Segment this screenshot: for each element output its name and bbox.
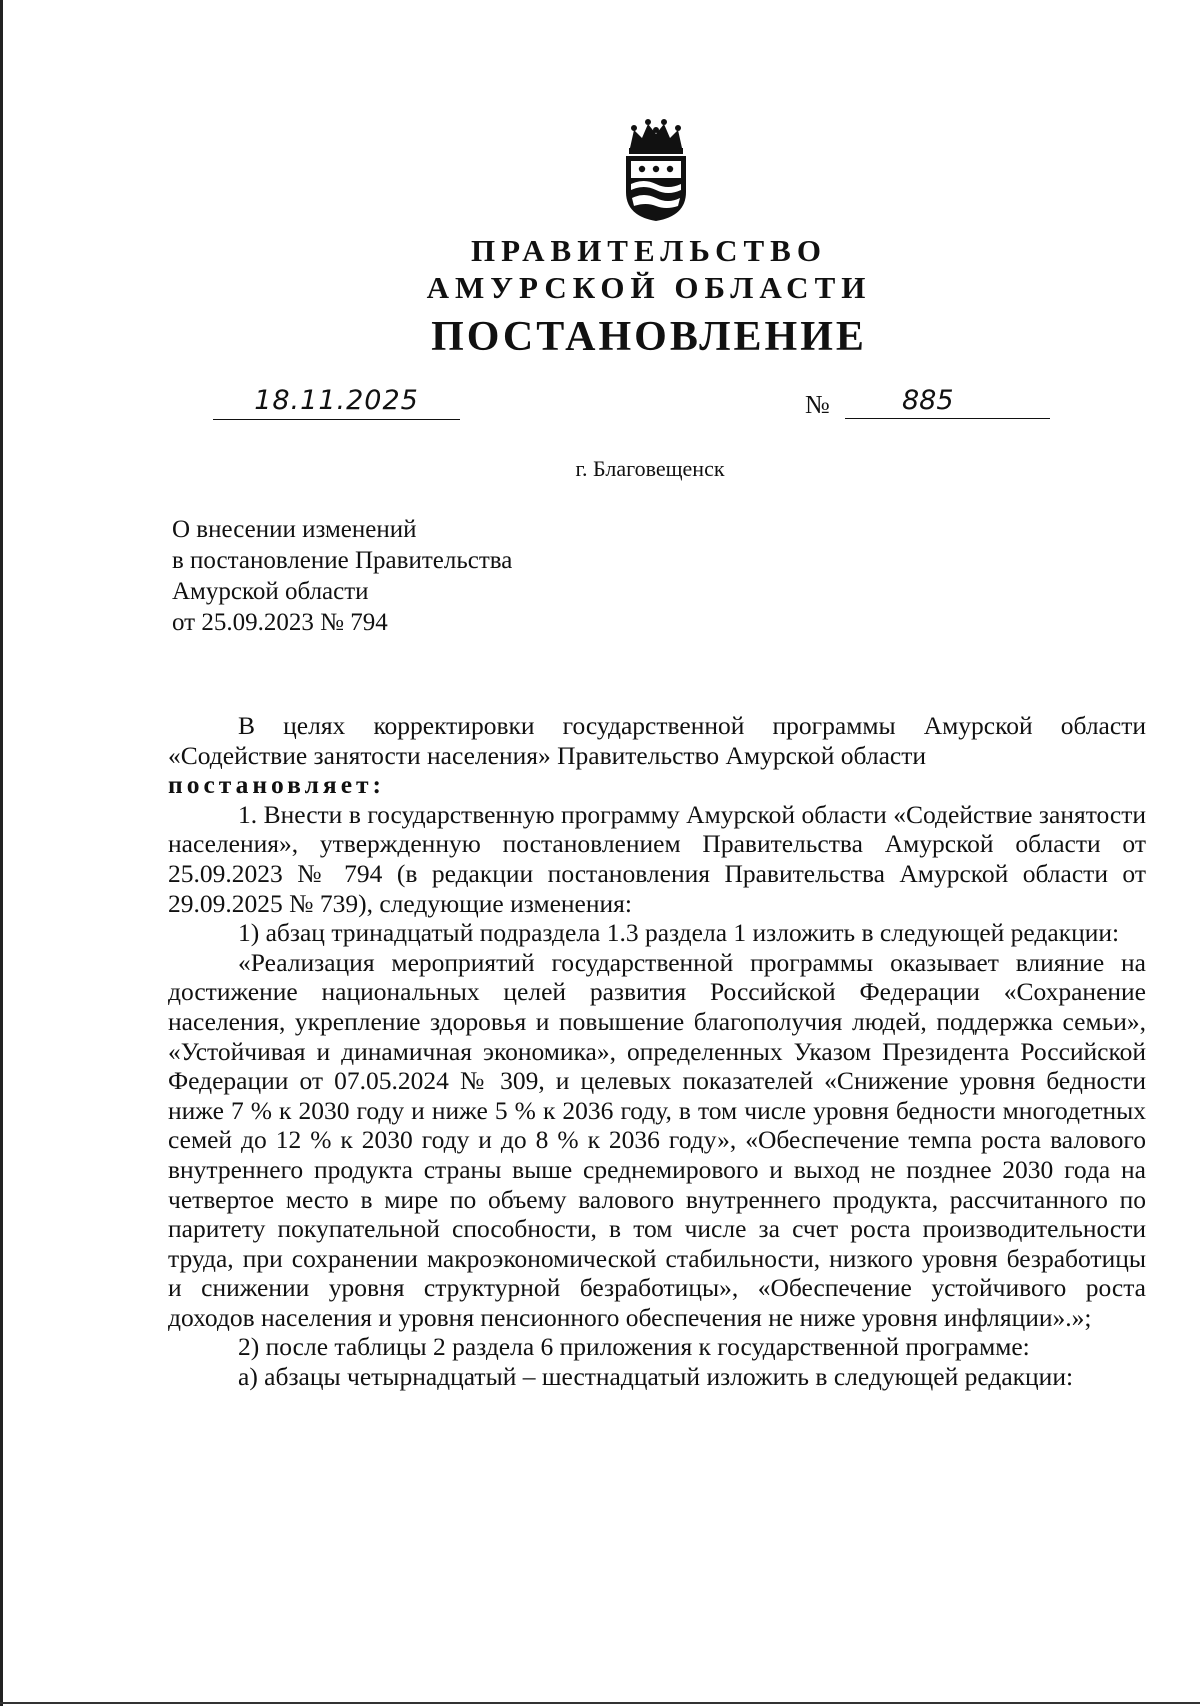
subject-line: Амурской области <box>172 578 369 605</box>
quoted-amendment-paragraph: «Реализация мероприятий государственной программы оказывает влияние на достижение национальных целей развития Российской Федерации «Сохранение населения, укрепление здоровья и повышение благополучия людей, поддержка семьи», «Устойчивая и динамичная экономика», определенных Указом Президента Российской Федерации от 07.05.2024 № 309, и целевых показателей «Снижение уровня бедности ниже 7 % к 2030 году и ниже 5 % к 2036 году, в том числе уровня бедности многодетных семей до 12 % к 2030 году и до 8 % к 2036 году», «Обеспечение темпа роста валового внутреннего продукта страны выше среднемирового и выход не позднее 2030 года на четвертое место в мире по объему валового внутреннего продукта, рассчитанного по паритету покупательной способности, в том числе за счет роста производительности труда, при сохранении макроэкономической стабильности, низкого уровня безработицы и снижении уровня структурной безработицы», «Обеспечение устойчивого роста доходов населения и уровня пенсионного обеспечения не ниже уровня инфляции».»; <box>168 947 1146 1332</box>
coat-of-arms-icon <box>620 118 692 222</box>
resolves-word: постановляет: <box>168 770 386 800</box>
document-type-title: ПОСТАНОВЛЕНИЕ <box>431 314 867 360</box>
item-1-paragraph: 1. Внести в государственную программу Амурской области «Содействие занятости населения», утвержденную постановлением Правительства Амурской области от 25.09.2023 № 794 (в редакции постановления Правительства Амурской области от 29.09.2025 № 739), следующие изменения: <box>168 799 1146 918</box>
decree-body <box>168 711 1146 1392</box>
decree-subject <box>172 514 512 638</box>
item-1-1-paragraph: 1) абзац тринадцатый подраздела 1.3 раздела 1 изложить в следующей редакции: <box>238 918 1120 948</box>
subject-line: О внесении изменений <box>172 516 417 543</box>
government-name-line1: ПРАВИТЕЛЬСТВО <box>471 233 827 268</box>
item-1-2-paragraph: 2) после таблицы 2 раздела 6 приложения к государственной программе: <box>238 1332 1030 1362</box>
subject-line: в постановление Правительства <box>172 547 513 574</box>
intro-paragraph: В целях корректировки государственной программы Амурской области «Содействие занятости населения» Правительство Амурской области <box>168 711 1146 770</box>
number-label: № <box>805 390 830 419</box>
subject-line: от 25.09.2023 № 794 <box>172 609 388 636</box>
page-edge-bottom <box>0 1702 1200 1704</box>
item-1-2a-paragraph: а) абзацы четырнадцатый – шестнадцатый изложить в следующей редакции: <box>238 1362 1074 1392</box>
city-name: г. Благовещенск <box>575 456 725 481</box>
decree-number: 885 <box>845 385 1050 419</box>
decree-date: 18.11.2025 <box>213 385 460 420</box>
government-name-line2: АМУРСКОЙ ОБЛАСТИ <box>426 270 872 305</box>
